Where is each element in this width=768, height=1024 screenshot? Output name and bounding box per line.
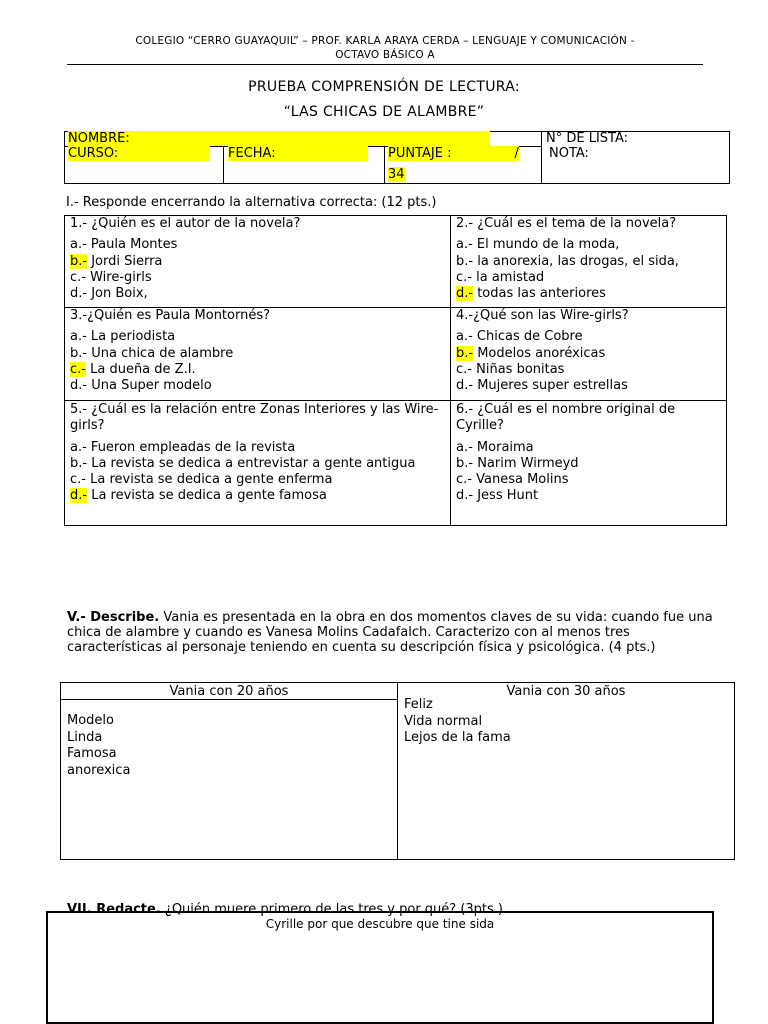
trait-item: anorexica [67,762,131,778]
option-letter: a.- [456,237,473,253]
vania-30-list[interactable] [404,697,511,747]
student-info-table [64,131,730,184]
school-header-line2: OCTAVO BÁSICO A [335,49,435,61]
nombre-label: NOMBRE: [68,131,490,146]
section-vii-text: ¿Quién muere primero de las tres y por qué? (3pts.) [160,902,503,917]
answer-option[interactable] [70,456,445,472]
option-text: Moraima [472,439,534,455]
option-letter: b.- [70,455,88,471]
lista-field[interactable]: N° DE LISTA: [546,131,629,146]
option-text: Fueron empleadas de la revista [86,439,296,455]
section-v-prompt [67,610,727,655]
question-stem: 3.-¿Quién es Paula Montornés? [70,308,271,323]
answer-option[interactable] [456,270,724,286]
answer-option[interactable] [70,472,445,488]
option-letter: d.- [456,488,474,504]
fecha-label: FECHA: [228,146,368,161]
option-letter: a.- [70,237,87,253]
trait-item: Feliz [404,697,433,712]
option-letter: d.- [456,378,474,394]
option-letter: c.- [456,361,472,377]
option-text: Narim Wirmeyd [473,455,579,471]
trait-item: Linda [67,729,103,745]
school-header [70,34,700,62]
question-stem: 4.-¿Qué son las Wire-girls? [456,308,629,323]
curso-field[interactable] [68,145,210,162]
nota-field[interactable]: NOTA: [549,146,589,161]
answer-option[interactable] [456,472,724,488]
option-letter: c.- [70,472,86,488]
answer-option[interactable] [456,237,724,253]
question-2 [456,216,724,302]
option-letter: a.- [456,329,473,345]
question-6 [456,402,724,505]
option-text: Mujeres super estrellas [473,378,628,394]
answer-vii-text: Cyrille por que descubre que tine sida [265,917,495,931]
option-text: La revista se dedica a entrevistar a gente antigua [87,455,416,471]
option-text: Una Super modelo [87,378,212,394]
answer-option[interactable] [456,488,724,504]
option-letter: b.- [456,253,474,269]
trait-item: Famosa [67,746,117,761]
option-letter: b.- [70,345,88,361]
puntaje-field[interactable] [388,145,538,162]
puntaje-slash: / [506,146,518,161]
test-title: PRUEBA COMPRENSIÓN DE LECTURA: [248,79,520,95]
selected-option-letter: c.- [70,361,86,377]
answer-option[interactable] [456,362,724,378]
option-text: La dueña de Z.I. [85,361,196,377]
vania-table [60,682,735,860]
option-letter: a.- [456,439,473,455]
option-text: Modelos anoréxicas [473,345,606,361]
answer-option[interactable] [456,329,724,345]
answer-option[interactable] [70,237,445,253]
option-text: El mundo de la moda, [472,237,620,253]
question-5 [70,402,445,505]
answer-option[interactable] [456,346,724,362]
answer-box-vii[interactable] [46,911,714,1024]
question-stem: 2.- ¿Cuál es el tema de la novela? [456,216,677,231]
questions-grid [64,215,727,526]
question-stem: 5.- ¿Cuál es la relación entre Zonas Interiores y las Wire-girls? [70,402,439,434]
option-letter: c.- [70,269,86,285]
option-letter: c.- [456,472,472,488]
fecha-field[interactable] [228,145,368,162]
option-letter: d.- [70,286,88,302]
answer-option[interactable] [70,488,445,504]
selected-option-letter: b.- [70,253,88,269]
trait-item: Modelo [67,713,114,728]
section-vii-label: VII. Redacte. [67,902,161,917]
section-i-instruction: I.- Responde encerrando la alternativa correcta: (12 pts.) [66,195,437,210]
option-text: Jordi Sierra [87,253,163,269]
header-divider [67,64,703,65]
selected-option-letter: d.- [456,286,474,302]
section-v-text: Vania es presentada en la obra en dos momentos claves de su vida: cuando fue una chica de alambre y cuando es Vanesa Molins Cadafalch. Caracterizo con al menos tres características al personaje teniendo en cuenta su descripción física y psicológica. (4 pts.) [67,610,713,655]
novel-title: “LAS CHICAS DE ALAMBRE” [283,104,485,120]
option-text: Chicas de Cobre [472,329,583,345]
answer-option[interactable] [70,329,445,345]
answer-option[interactable] [70,440,445,456]
option-text: Jon Boix, [87,286,148,302]
option-text: La revista se dedica a gente enferma [85,472,333,488]
answer-option[interactable] [456,440,724,456]
option-letter: d.- [70,378,88,394]
option-text: Niñas bonitas [471,361,565,377]
answer-option[interactable] [70,270,445,286]
answer-option[interactable] [456,378,724,394]
option-text: Paula Montes [86,237,178,253]
answer-option[interactable] [70,346,445,362]
question-stem: 1.- ¿Quién es el autor de la novela? [70,216,301,231]
option-text: todas las anteriores [473,286,606,302]
question-3 [70,308,445,394]
school-header-line1: COLEGIO “CERRO GUAYAQUIL” – PROF. KARLA ARAYA CERDA – LENGUAJE Y COMUNICACIÓN - [135,35,635,47]
option-letter: b.- [456,455,474,471]
answer-option[interactable] [456,456,724,472]
answer-option[interactable] [70,286,445,302]
option-text: la anorexia, las drogas, el sida, [473,253,679,269]
puntaje-label: PUNTAJE : [388,146,506,161]
option-text: Vanesa Molins [471,472,569,488]
option-letter: c.- [456,269,472,285]
curso-label: CURSO: [68,146,210,161]
vania-20-list[interactable] [67,713,130,779]
answer-option[interactable] [456,286,724,302]
answer-option[interactable] [70,254,445,270]
option-letter: a.- [70,439,87,455]
option-text: Wire-girls [85,269,152,285]
vania-20-header: Vania con 20 años [169,684,289,699]
option-text: Una chica de alambre [87,345,234,361]
answer-option[interactable] [70,378,445,394]
trait-item: Vida normal [404,713,483,729]
question-stem: 6.- ¿Cuál es el nombre original de Cyrille? [456,402,676,434]
trait-item: Lejos de la fama [404,730,511,745]
puntaje-total: 34 [388,167,405,182]
option-text: la amistad [471,269,545,285]
section-v-label: V.- Describe. [67,610,160,625]
question-4 [456,308,724,394]
option-text: La periodista [86,329,176,345]
vania-30-header: Vania con 30 años [506,684,626,699]
selected-option-letter: d.- [70,488,88,504]
question-1 [70,216,445,302]
selected-option-letter: b.- [456,345,474,361]
answer-option[interactable] [456,254,724,270]
option-text: La revista se dedica a gente famosa [87,488,327,504]
option-text: Jess Hunt [473,488,539,504]
answer-option[interactable] [70,362,445,378]
option-letter: a.- [70,329,87,345]
